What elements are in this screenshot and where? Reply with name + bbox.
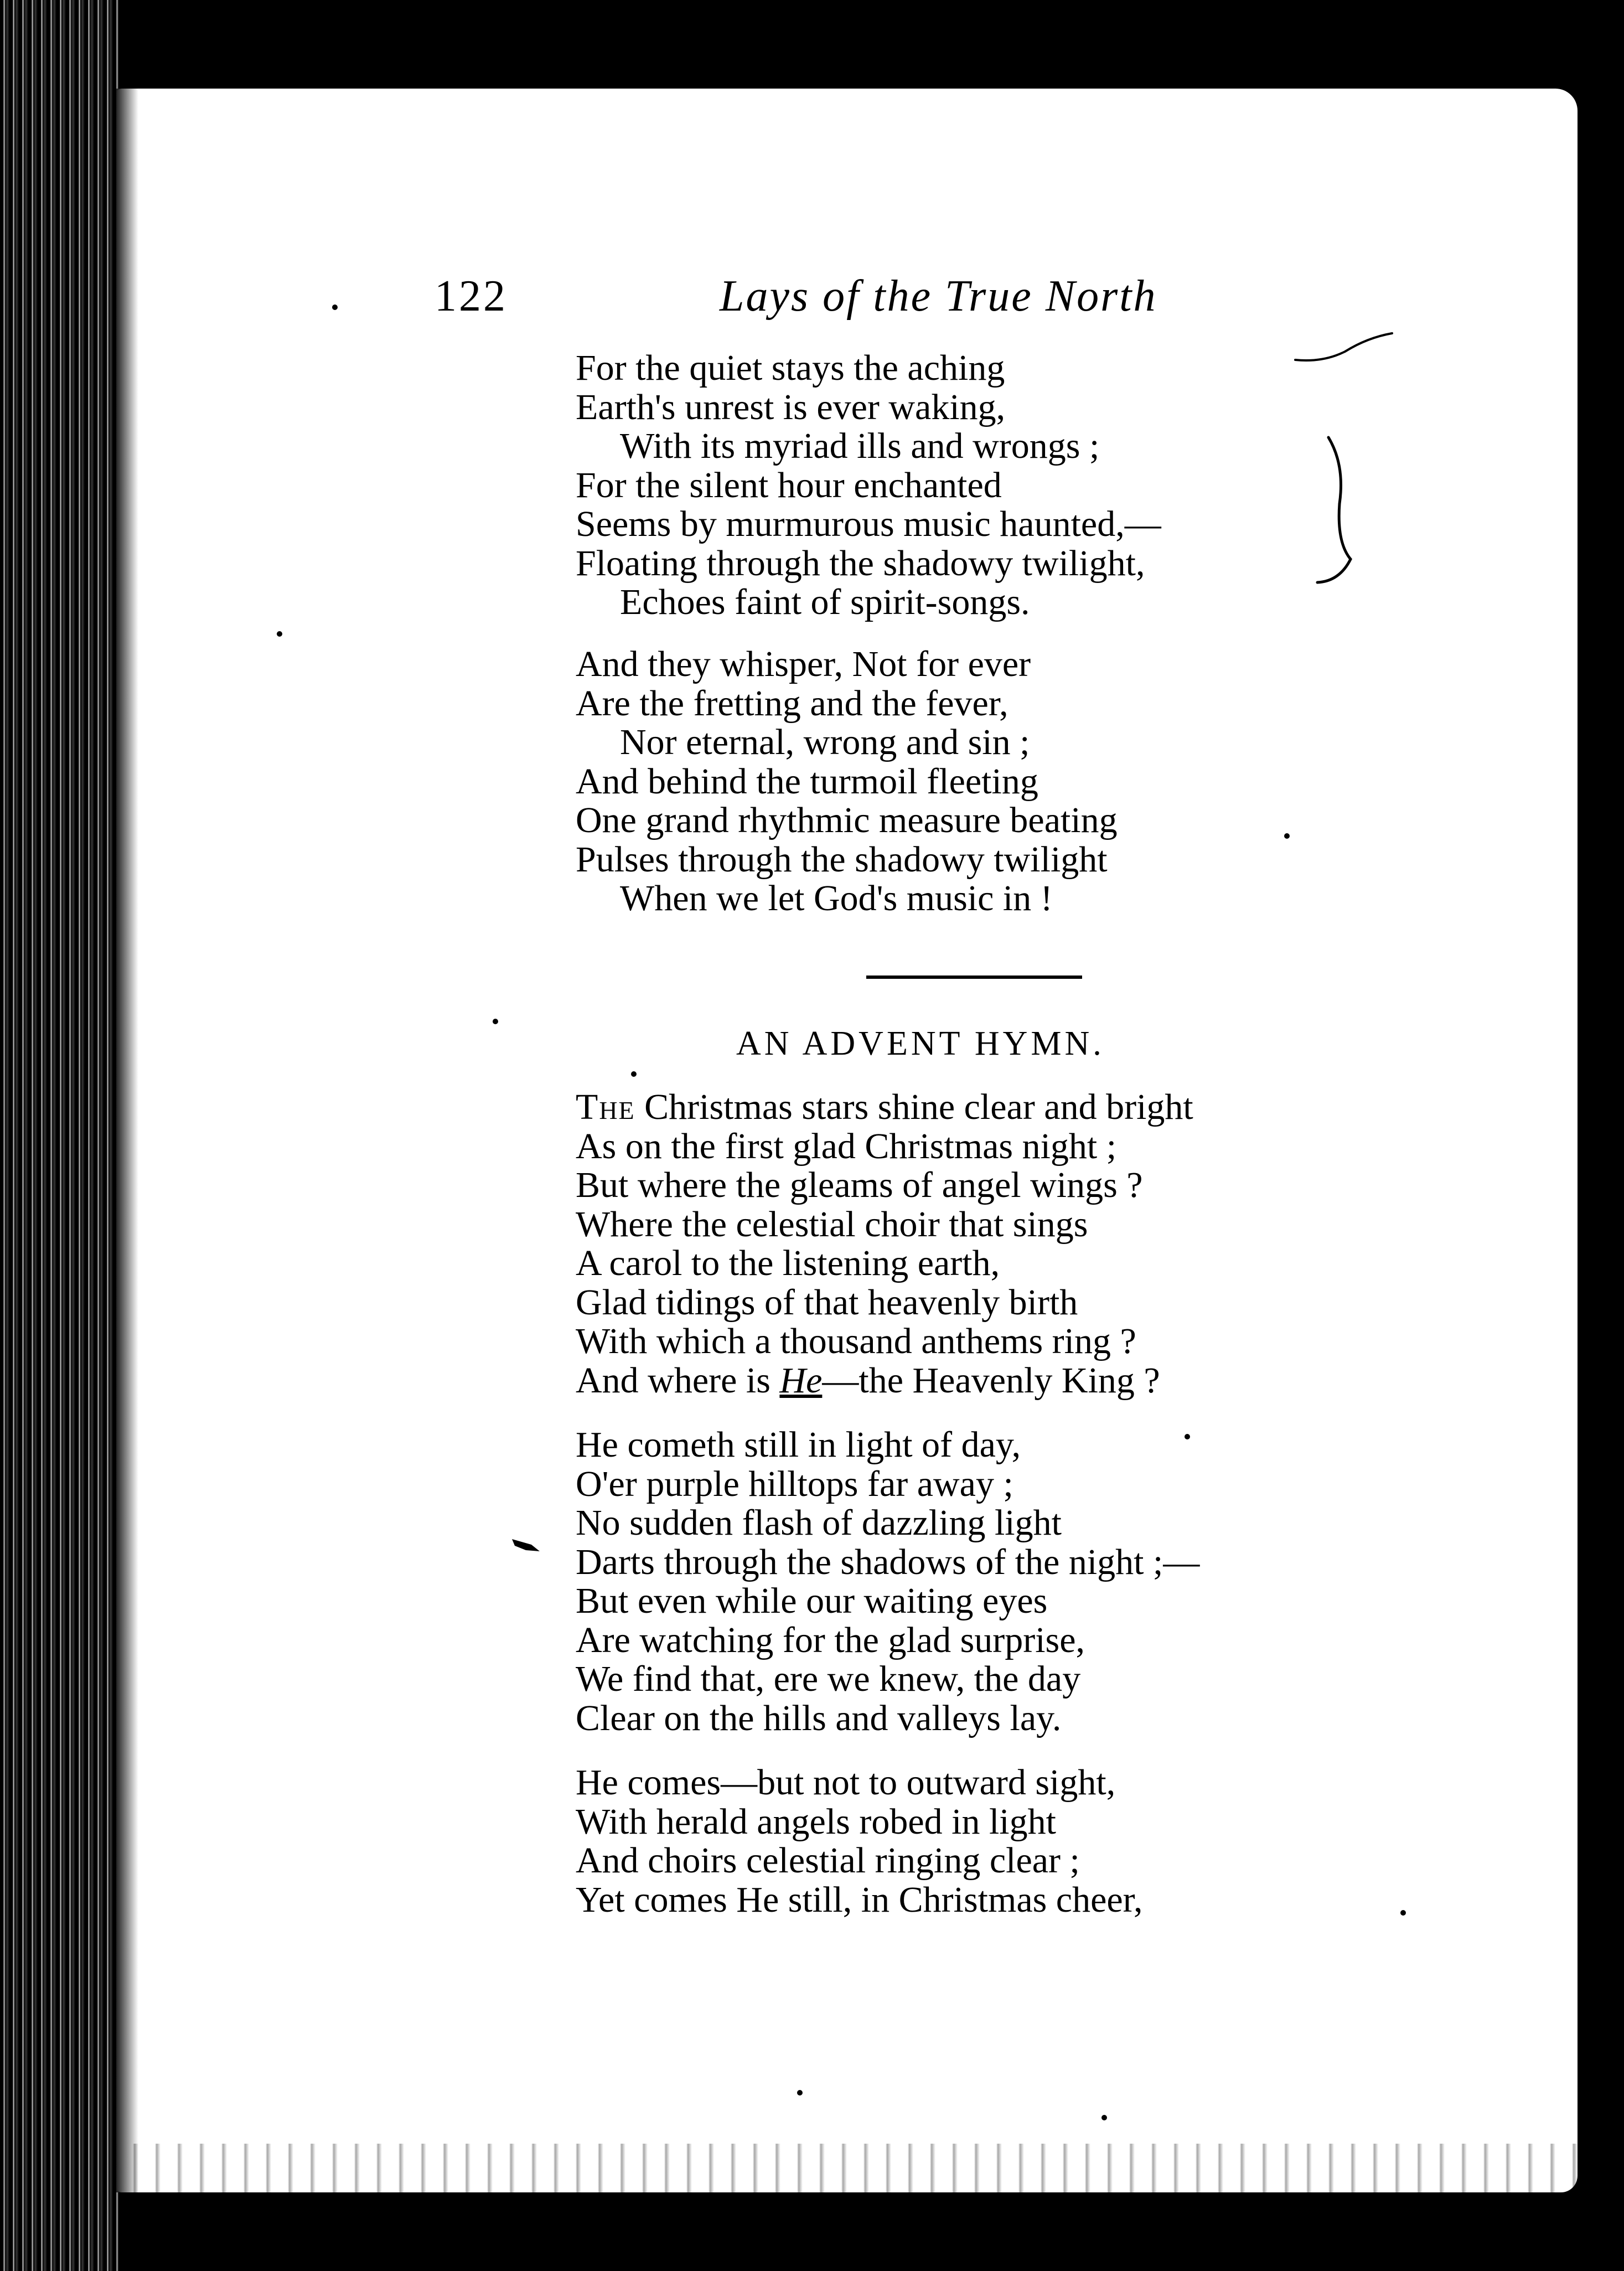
running-title: Lays of the True North	[720, 272, 1157, 321]
poem-line: Pulses through the shadowy twilight	[576, 839, 1108, 880]
poem-line: And behind the turmoil fleeting	[576, 761, 1038, 802]
poem-line: One grand rhythmic measure beating	[576, 800, 1118, 840]
poem-line: But even while our waiting eyes	[576, 1581, 1048, 1621]
poem-line: No sudden flash of dazzling light	[576, 1503, 1062, 1543]
hymn-stanza	[576, 1763, 1384, 1919]
poem-line: Are the fretting and the fever,	[576, 683, 1008, 724]
poem-line: And choirs celestial ringing clear ;	[576, 1840, 1080, 1881]
poem-line: With which a thousand anthems ring ?	[576, 1321, 1136, 1361]
poem-line: He comes—but not to outward sight,	[576, 1762, 1116, 1803]
scan-speck	[1101, 2115, 1107, 2120]
drop-word-smallcaps: The	[576, 1087, 635, 1127]
poem-line: Where the celestial choir that sings	[576, 1204, 1088, 1245]
scan-speck	[493, 1019, 498, 1024]
poem-line: He cometh still in light of day,	[576, 1424, 1021, 1465]
poem-line: Are watching for the glad surprise,	[576, 1619, 1085, 1660]
poem-line: For the silent hour enchanted	[576, 464, 1002, 505]
poem-line: As on the first glad Christmas night ;	[576, 1126, 1117, 1167]
scan-speck	[1284, 833, 1290, 839]
poem-line: With its myriad ills and wrongs ;	[620, 426, 1100, 466]
poem-line: A carol to the listening earth,	[576, 1243, 1000, 1283]
poem-line: Glad tidings of that heavenly birth	[576, 1282, 1078, 1323]
scan-noise-strip	[116, 2144, 1578, 2193]
poem-line	[576, 1361, 1384, 1401]
poem-line	[576, 1088, 1384, 1127]
poem-line: Earth's unrest is ever waking,	[576, 386, 1006, 427]
poem-stanza	[576, 645, 1384, 918]
scan-speck	[277, 631, 282, 637]
poem-line: But where the gleams of angel wings ?	[576, 1165, 1143, 1205]
scan-speck	[797, 2090, 803, 2095]
poem-line: Floating through the shadowy twilight,	[576, 543, 1145, 584]
poem-line: We find that, ere we knew, the day	[576, 1659, 1081, 1699]
page-number: 122	[435, 272, 508, 321]
poem-stanza	[576, 349, 1384, 622]
section-divider-rule	[866, 976, 1082, 979]
poem-line-text: And where is	[576, 1360, 780, 1401]
scan-speck	[1185, 1434, 1190, 1439]
ink-blot-mark	[509, 1534, 542, 1556]
poem-line: Yet comes He still, in Christmas cheer,	[576, 1879, 1143, 1920]
poem-line: Nor eternal, wrong and sin ;	[620, 722, 1030, 762]
italic-emphasis: He	[779, 1360, 823, 1401]
poem-line: And they whisper, Not for ever	[576, 644, 1031, 684]
scan-speck	[1400, 1910, 1406, 1916]
poem-line: Clear on the hills and valleys lay.	[576, 1697, 1062, 1738]
hymn-title: AN ADVENT HYMN.	[736, 1025, 1105, 1062]
running-head	[435, 266, 1220, 327]
poem-line: Seems by murmurous music haunted,—	[576, 504, 1161, 544]
handwritten-bracket-mark	[1306, 432, 1373, 587]
poem-line: Darts through the shadows of the night ;—	[576, 1541, 1200, 1582]
poem-line: Echoes faint of spirit-songs.	[620, 582, 1030, 622]
hymn-stanza	[576, 1426, 1384, 1738]
poem-line: O'er purple hilltops far away ;	[576, 1463, 1013, 1504]
book-binding-edge	[0, 0, 119, 2271]
poem-line: When we let God's music in !	[620, 878, 1053, 918]
poem-line: With herald angels robed in light	[576, 1801, 1056, 1842]
poem-line-text: —the Heavenly King ?	[822, 1360, 1160, 1401]
hymn-stanza	[576, 1088, 1384, 1400]
scan-speck	[332, 304, 338, 310]
pencil-stroke-mark	[1290, 327, 1395, 371]
scan-speck	[631, 1071, 637, 1077]
poem-line-text: Christmas stars shine clear and bright	[635, 1087, 1193, 1127]
spine-shadow	[116, 89, 138, 2192]
poem-line: For the quiet stays the aching	[576, 348, 1005, 388]
